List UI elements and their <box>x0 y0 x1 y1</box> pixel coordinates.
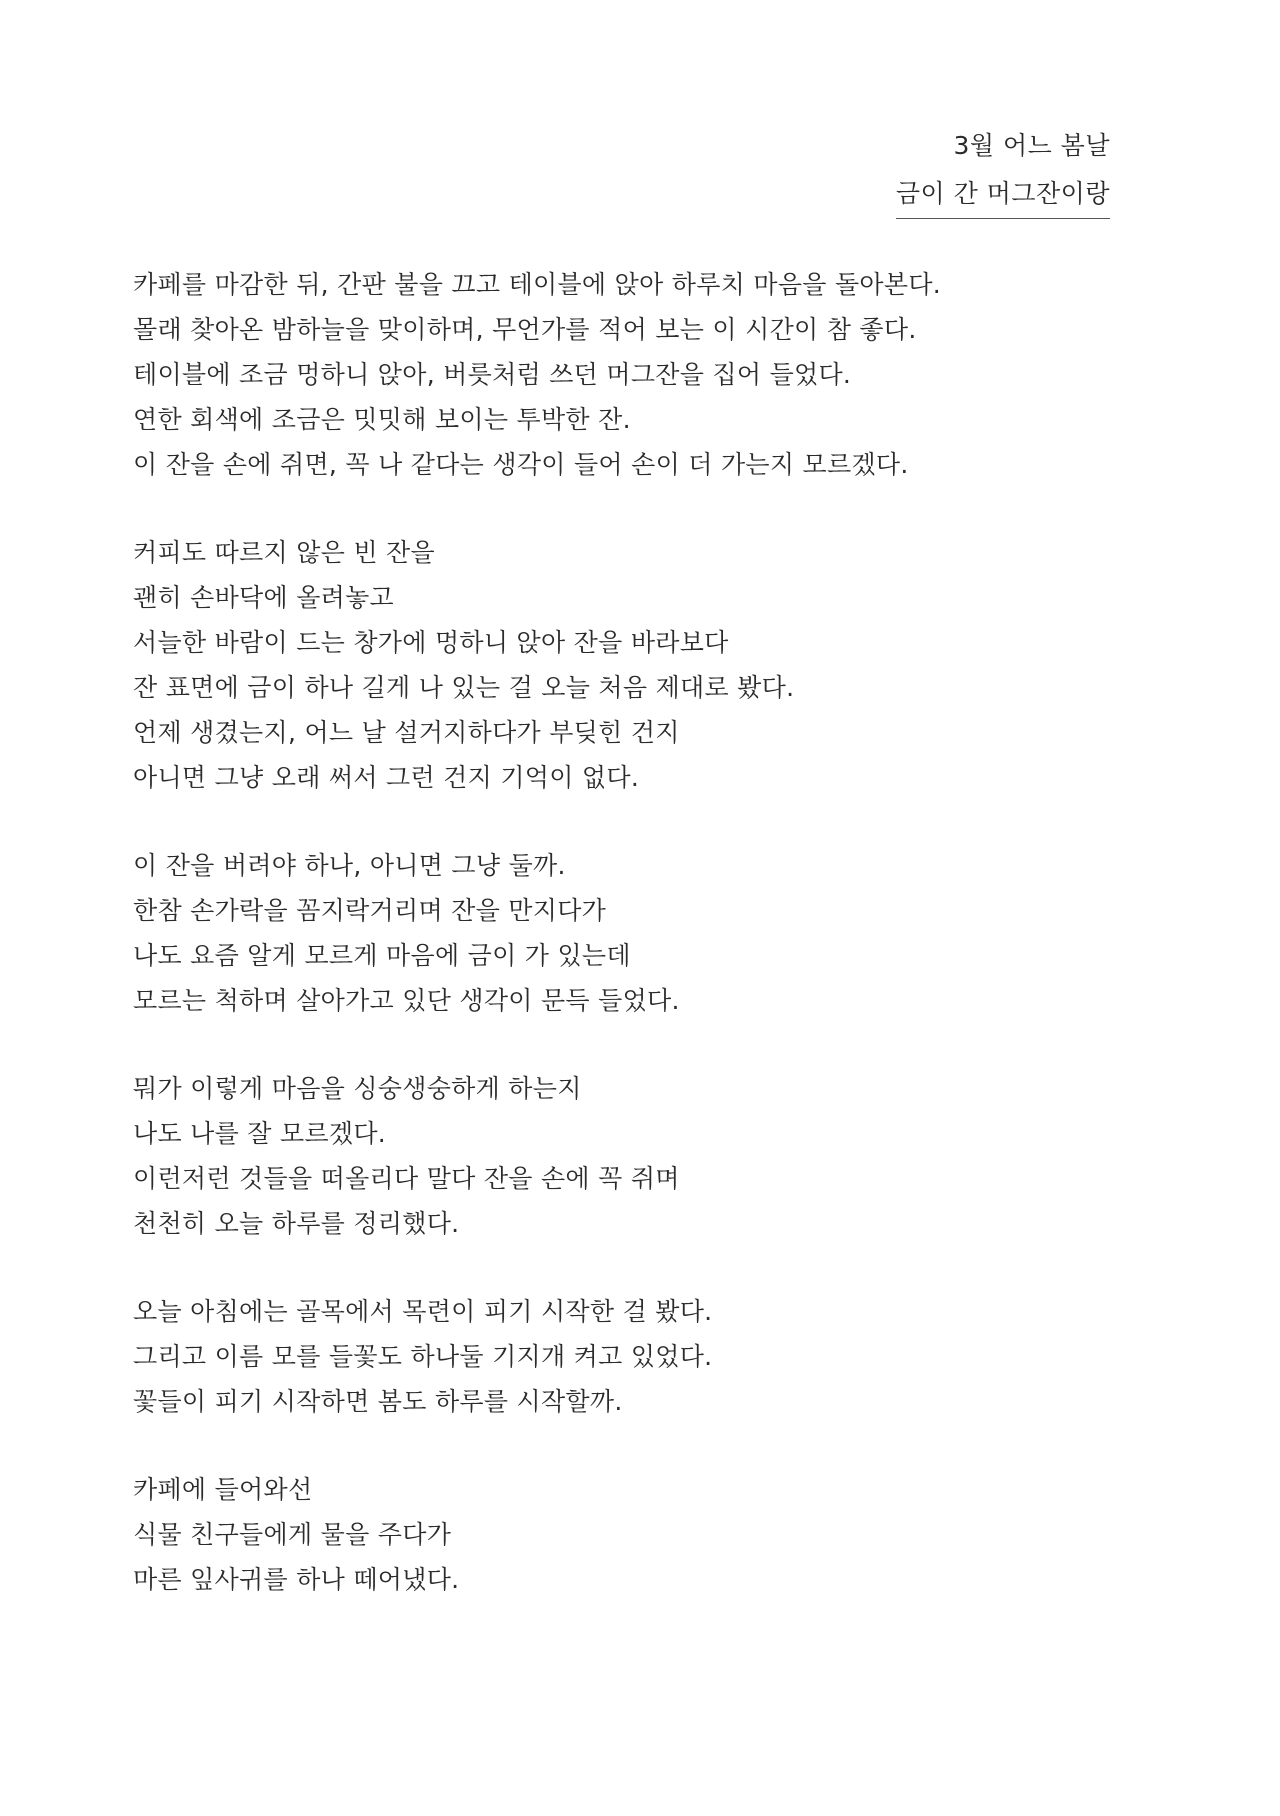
text-line: 카페를 마감한 뒤, 간판 불을 끄고 테이블에 앉아 하루치 마음을 돌아본다. <box>133 270 942 299</box>
text-line: 이 잔을 손에 쥐면, 꼭 나 같다는 생각이 들어 손이 더 가는지 모르겠다. <box>133 450 909 479</box>
text-line: 몰래 찾아온 밤하늘을 맞이하며, 무언가를 적어 보는 이 시간이 참 좋다. <box>133 315 917 344</box>
text-line: 꽃들이 피기 시작하면 봄도 하루를 시작할까. <box>133 1387 623 1416</box>
entry-date: 3월 어느 봄날 <box>953 131 1110 160</box>
text-line: 모르는 척하며 살아가고 있단 생각이 문득 들었다. <box>133 986 680 1015</box>
text-line: 천천히 오늘 하루를 정리했다. <box>133 1209 460 1238</box>
text-line: 마른 잎사귀를 하나 떼어냈다. <box>133 1565 460 1594</box>
text-line: 그리고 이름 모를 들꽃도 하나둘 기지개 켜고 있었다. <box>133 1342 713 1371</box>
paragraph <box>133 262 1133 487</box>
text-line: 식물 친구들에게 물을 주다가 <box>133 1520 452 1549</box>
entry-title: 금이 간 머그잔이랑 <box>896 176 1110 219</box>
document-body <box>133 262 1133 1645</box>
text-line: 서늘한 바람이 드는 창가에 멍하니 앉아 잔을 바라보다 <box>133 628 729 657</box>
text-line: 카페에 들어와선 <box>133 1475 313 1504</box>
document-header <box>896 128 1110 219</box>
text-line: 이런저런 것들을 떠올리다 말다 잔을 손에 꼭 쥐며 <box>133 1164 680 1193</box>
text-line: 한참 손가락을 꼼지락거리며 잔을 만지다가 <box>133 896 607 925</box>
text-line: 테이블에 조금 멍하니 앉아, 버릇처럼 쓰던 머그잔을 집어 들었다. <box>133 360 852 389</box>
paragraph <box>133 530 1133 800</box>
paragraph <box>133 843 1133 1023</box>
text-line: 오늘 아침에는 골목에서 목련이 피기 시작한 걸 봤다. <box>133 1297 713 1326</box>
text-line: 아니면 그냥 오래 써서 그런 건지 기억이 없다. <box>133 763 640 792</box>
paragraph <box>133 1289 1133 1424</box>
text-line: 뭐가 이렇게 마음을 싱숭생숭하게 하는지 <box>133 1074 582 1103</box>
text-line: 커피도 따르지 않은 빈 잔을 <box>133 538 435 567</box>
text-line: 연한 회색에 조금은 밋밋해 보이는 투박한 잔. <box>133 405 631 434</box>
text-line: 나도 나를 잘 모르겠다. <box>133 1119 387 1148</box>
paragraph <box>133 1066 1133 1246</box>
text-line: 잔 표면에 금이 하나 길게 나 있는 걸 오늘 처음 제대로 봤다. <box>133 673 795 702</box>
paragraph <box>133 1467 1133 1602</box>
text-line: 이 잔을 버려야 하나, 아니면 그냥 둘까. <box>133 851 566 880</box>
text-line: 괜히 손바닥에 올려놓고 <box>133 583 394 612</box>
text-line: 언제 생겼는지, 어느 날 설거지하다가 부딪힌 건지 <box>133 718 680 747</box>
text-line: 나도 요즘 알게 모르게 마음에 금이 가 있는데 <box>133 941 631 970</box>
